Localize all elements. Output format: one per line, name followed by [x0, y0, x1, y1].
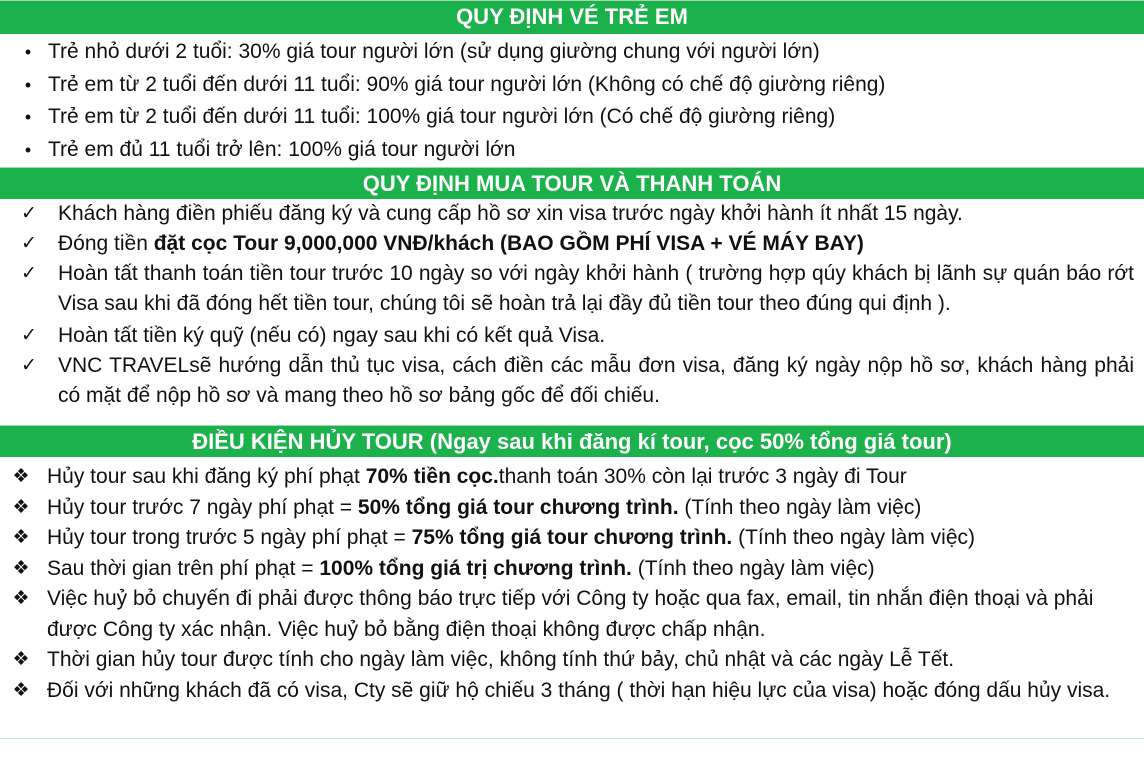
diamond-icon: ❖ [12, 527, 30, 548]
section-header-purchase-payment: QUY ĐỊNH MUA TOUR VÀ THANH TOÁN [0, 167, 1144, 199]
list-item [0, 676, 1144, 707]
text-normal: Hủy tour sau khi đăng ký phí phạt [47, 465, 366, 488]
check-icon: ✓ [21, 233, 37, 254]
list-item [0, 101, 1144, 134]
list-item-text [0, 523, 1144, 554]
list-item-text: Việc huỷ bỏ chuyến đi phải được thông báo trực tiếp với Công ty hoặc qua fax, email, tin nhắn điện thoại và phải được Công ty xác nhận. Việc huỷ bỏ bằng điện thoại không được chấp nhận. [47, 587, 1094, 641]
list-item-text [0, 554, 1144, 585]
list-item [0, 36, 1144, 69]
text-normal: Sau thời gian trên phí phạt = [47, 556, 320, 580]
text-normal: Đóng tiền [58, 232, 154, 255]
list-item [0, 462, 1144, 493]
list-item-text [0, 493, 1144, 524]
list-item [0, 134, 1144, 167]
text-normal: (Tính theo ngày làm việc) [678, 495, 922, 519]
check-icon: ✓ [21, 325, 37, 346]
list-item [0, 493, 1144, 524]
list-item-text: Đối với những khách đã có visa, Cty sẽ giữ hộ chiếu 3 tháng ( thời hạn hiệu lực của visa) hoặc đóng dấu hủy visa. [47, 678, 1111, 702]
text-normal: thanh toán 30% còn lại trước 3 ngày đi Tour [498, 465, 907, 488]
list-item [0, 554, 1144, 585]
list-item-text: Hoàn tất thanh toán tiền tour trước 10 ngày so với ngày khởi hành ( trường hợp qúy khách bị lãnh sự quán báo rớt Visa sau khi đã đóng hết tiền tour, chúng tôi sẽ hoàn trả lại đầy đủ tiền tour theo đúng qui định ). [58, 262, 1134, 315]
text-normal: Hủy tour trong trước 5 ngày phí phạt = [47, 526, 412, 549]
bullet-icon: • [24, 74, 32, 95]
purchase-rules-list [0, 199, 1144, 411]
text-bold: 100% tổng giá trị chương trình. [319, 556, 632, 580]
text-bold: đặt cọc Tour 9,000,000 VNĐ/khách (BAO GỒM PHÍ VISA + VÉ MÁY BAY) [153, 232, 864, 255]
list-item-text: Trẻ em từ 2 tuổi đến dưới 11 tuổi: 90% giá tour người lớn (Không có chế độ giường riêng) [48, 72, 886, 96]
list-item-text: Trẻ em đủ 11 tuổi trở lên: 100% giá tour người lớn [48, 137, 516, 161]
diamond-icon: ❖ [12, 649, 30, 670]
text-bold: 70% tiền cọc. [365, 465, 499, 488]
list-item-text: Hoàn tất tiền ký quỹ (nếu có) ngay sau khi có kết quả Visa. [58, 324, 606, 347]
list-item [0, 229, 1144, 259]
list-item-text: Trẻ em từ 2 tuổi đến dưới 11 tuổi: 100% giá tour người lớn (Có chế độ giường riêng) [48, 105, 836, 128]
text-normal: (Tính theo ngày làm việc) [732, 526, 976, 549]
text-normal: (Tính theo ngày làm việc) [631, 556, 875, 580]
diamond-icon: ❖ [12, 679, 30, 701]
text-bold: 75% tổng giá tour chương trình. [411, 526, 733, 549]
text-bold: 50% tổng giá tour chương trình. [357, 495, 679, 519]
section-header-child-tickets: QUY ĐỊNH VÉ TRẺ EM [0, 0, 1144, 34]
check-icon: ✓ [21, 263, 37, 284]
list-item-text [0, 462, 1144, 493]
list-item [0, 199, 1144, 229]
diamond-icon: ❖ [12, 557, 30, 579]
list-item [0, 69, 1144, 102]
diamond-icon: ❖ [12, 588, 30, 609]
list-item [0, 523, 1144, 554]
diamond-icon: ❖ [12, 496, 30, 518]
list-item [0, 259, 1144, 319]
list-item-text: Trẻ nhỏ dưới 2 tuổi: 30% giá tour người lớn (sử dụng giường chung với người lớn) [48, 40, 820, 63]
bottom-divider [0, 738, 1144, 739]
bullet-icon: • [24, 107, 32, 127]
list-item-text: VNC TRAVELsẽ hướng dẫn thủ tục visa, cách điền các mẫu đơn visa, đăng ký ngày nộp hồ sơ, khách hàng phải có mặt để nộp hồ sơ và mang theo hồ sơ bảng gốc để đối chiếu. [58, 354, 1134, 407]
cancellation-rules-list [0, 462, 1144, 706]
bullet-icon: • [24, 139, 32, 160]
list-item [0, 351, 1144, 411]
list-item-text [0, 229, 1144, 259]
list-item-text: Thời gian hủy tour được tính cho ngày làm việc, không tính thứ bảy, chủ nhật và các ngày Lễ Tết. [47, 648, 955, 671]
check-icon: ✓ [21, 355, 37, 376]
child-ticket-list [0, 36, 1144, 166]
section-header-cancellation: ĐIỀU KIỆN HỦY TOUR (Ngay sau khi đăng kí tour, cọc 50% tổng giá tour) [0, 425, 1144, 457]
bullet-icon: • [24, 42, 32, 62]
list-item [0, 584, 1144, 645]
diamond-icon: ❖ [12, 466, 30, 487]
text-normal: Hủy tour trước 7 ngày phí phạt = [47, 495, 358, 519]
check-icon: ✓ [21, 203, 37, 224]
list-item [0, 321, 1144, 351]
list-item [0, 645, 1144, 676]
list-item-text: Khách hàng điền phiếu đăng ký và cung cấp hồ sơ xin visa trước ngày khởi hành ít nhất 15 ngày. [58, 202, 963, 225]
